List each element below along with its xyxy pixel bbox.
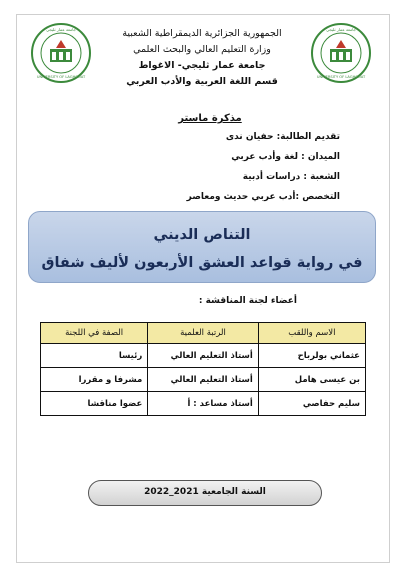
member-rank: أستاذ التعليم العالي — [148, 368, 259, 392]
member-name: بن عيسى هامل — [258, 368, 365, 392]
committee-table — [40, 322, 366, 416]
member-role: مشرفا و مقررا — [41, 368, 148, 392]
university-logo-right — [310, 22, 372, 84]
logo-english-text: UNIVERSITY OF LAGHOUAT — [36, 75, 86, 79]
institution-header — [96, 26, 308, 90]
committee-label: أعضاء لجنة المناقشة : — [198, 296, 297, 306]
branch-line: الشعبة : دراسات أدبية — [242, 172, 340, 182]
header-name: الاسم واللقب — [258, 323, 365, 344]
field-line: الميدان : لغة وأدب عربي — [231, 152, 340, 162]
logo-arabic-text: جامعة عمار ثليجي — [46, 27, 76, 32]
university-line: جامعة عمار ثليجي- الاغواط — [138, 60, 266, 71]
logo-arabic-text: جامعة عمار ثليجي — [326, 27, 356, 32]
member-name: عثماني بولرباح — [258, 344, 365, 368]
academic-year: السنة الجامعية 2021_2022 — [88, 480, 322, 506]
member-role: رئيسا — [41, 344, 148, 368]
table-row — [41, 368, 366, 392]
thesis-title-sub: في رواية قواعد العشق الأربعون لأليف شفاق — [41, 255, 363, 271]
member-rank: أستاذ مساعد : أ — [148, 392, 259, 416]
table-header-row — [41, 323, 366, 344]
logo-english-text: UNIVERSITY OF LAGHOUAT — [316, 75, 366, 79]
table-row — [41, 392, 366, 416]
table-row — [41, 344, 366, 368]
specialty-line: التخصص :أدب عربي حديث ومعاصر — [186, 192, 340, 202]
department-line: قسم اللغة العربية والأدب العربي — [126, 76, 278, 87]
presented-by: تقديم الطالبة: حفيان ندى — [225, 132, 340, 142]
member-rank: أستاذ التعليم العالي — [148, 344, 259, 368]
republic-line: الجمهورية الجزائرية الديمقراطية الشعبية — [122, 28, 282, 39]
thesis-title-box — [28, 211, 376, 283]
header-role: الصفة في اللجنة — [41, 323, 148, 344]
member-role: عضوا مناقشا — [41, 392, 148, 416]
ministry-line: وزارة التعليم العالي والبحث العلمي — [133, 44, 271, 55]
student-info — [140, 127, 340, 207]
member-name: سليم حفاصي — [258, 392, 365, 416]
university-logo-left — [30, 22, 92, 84]
header-rank: الرتبة العلمية — [148, 323, 259, 344]
thesis-title-main: التناص الديني — [153, 227, 251, 243]
memo-title: مذكرة ماستر — [178, 113, 242, 124]
